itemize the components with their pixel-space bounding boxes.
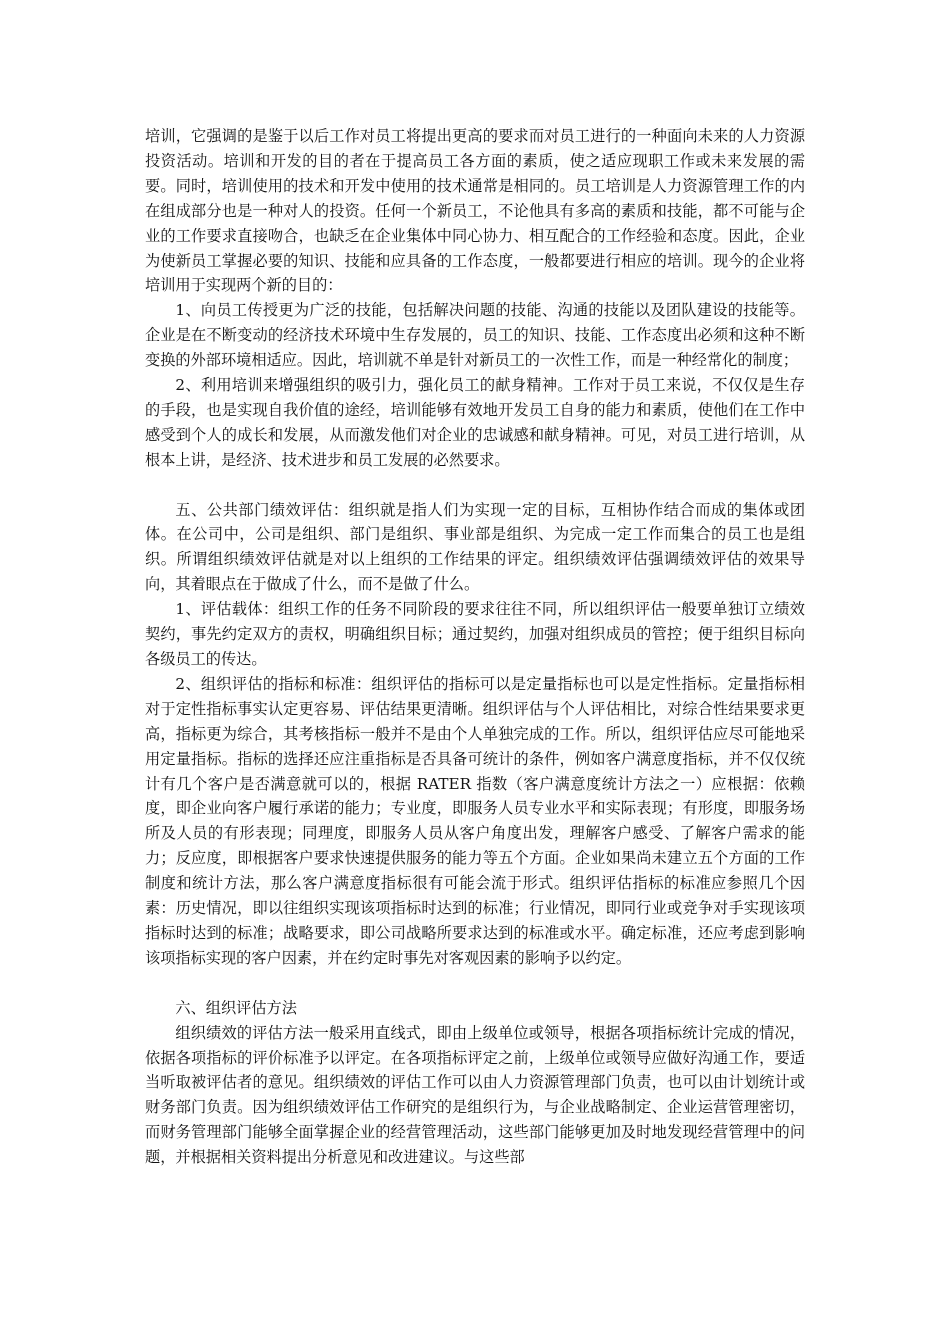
paragraph-training-goal-2: 2、利用培训来增强组织的吸引力，强化员工的献身精神。工作对于员工来说，不仅仅是生存的手段，也是实现自我价值的途经，培训能够有效地开发员工自身的能力和素质，使他们在工作中感受到个人的成长和发展，从而激发他们对企业的忠诚感和献身精神。可见，对员工进行培训，从根本上讲，是经济、技术进步和员工发展的必然要求。 [145,376,805,469]
paragraph-spacer [145,971,805,996]
section-heading-6: 六、组织评估方法 [175,998,297,1017]
paragraph-training-goal-1: 1、向员工传授更为广泛的技能，包括解决问题的技能、沟通的技能以及团队建设的技能等。企业是在不断变动的经济技术环境中生存发展的，员工的知识、技能、工作态度出必须和这种不断变换的外部环境相适应。因此，培训就不单是针对新员工的一次性工作，而是一种经常化的制度； [145,301,805,370]
paragraph-evaluation-carrier: 1、评估载体：组织工作的任务不同阶段的要求往往不同，所以组织评估一般要单独订立绩效契约，事先约定双方的责权，明确组织目标；通过契约，加强对组织成员的管控；便于组织目标向各级员工的传达。 [145,600,805,669]
document-body [145,124,805,1170]
paragraph-evaluation-indicators: 2、组织评估的指标和标准：组织评估的指标可以是定量指标也可以是定性指标。定量指标相对于定性指标事实认定更容易、评估结果更清晰。组织评估与个人评估相比，对综合性结果要求更高，指标更为综合，其考核指标一般并不是由个人单独完成的工作。所以，组织评估应尽可能地采用定量指标。指标的选择还应注重指标是否具备可统计的条件，例如客户满意度指标，并不仅仅统计有几个客户是否满意就可以的，根据 RATER 指数（客户满意度统计方法之一）应根据：依赖度，即企业向客户履行承诺的能力；专业度，即服务人员专业水平和实际表现；有形度，即服务场所及人员的有形表现；同理度，即服务人员从客户角度出发，理解客户感受、了解客户需求的能力；反应度，即根据客户要求快速提供服务的能力等五个方面。企业如果尚未建立五个方面的工作制度和统计方法，那么客户满意度指标很有可能会流于形式。组织评估指标的标准应参照几个因素：历史情况，即以往组织实现该项指标时达到的标准；行业情况，即同行业或竞争对手实现该项指标时达到的标准；战略要求，即公司战略所要求达到的标准或水平。确定标准，还应考虑到影响该项指标实现的客户因素，并在约定时事先对客观因素的影响予以约定。 [145,674,805,967]
paragraph-evaluation-method: 组织绩效的评估方法一般采用直线式，即由上级单位或领导，根据各项指标统计完成的情况，依据各项指标的评价标准予以评定。在各项指标评定之前，上级单位或领导应做好沟通工作，要适当听取被评估者的意见。组织绩效的评估工作可以由人力资源管理部门负责，也可以由计划统计或财务部门负责。因为组织绩效评估工作研究的是组织行为，与企业战略制定、企业运营管理密切，而财务管理部门能够全面掌握企业的经营管理活动，这些部门能够更加及时地发现经营管理中的问题，并根据相关资料提出分析意见和改进建议。与这些部 [145,1023,805,1167]
paragraph-training-intro: 培训，它强调的是鉴于以后工作对员工将提出更高的要求而对员工进行的一种面向未来的人力资源投资活动。培训和开发的目的者在于提高员工各方面的素质，使之适应现职工作或未来发展的需要。同时，培训使用的技术和开发中使用的技术通常是相同的。员工培训是人力资源管理工作的内在组成部分也是一种对人的投资。任何一个新员工，不论他具有多高的素质和技能，都不可能与企业的工作要求直接吻合，也缺乏在企业集体中同心协力、相互配合的工作经验和态度。因此，企业为使新员工掌握必要的知识、技能和应具备的工作态度，一般都要进行相应的培训。现今的企业将培训用于实现两个新的目的： [145,127,805,295]
paragraph-section-5: 五、公共部门绩效评估：组织就是指人们为实现一定的目标，互相协作结合而成的集体或团体。在公司中，公司是组织、部门是组织、事业部是组织、为完成一定工作而集合的员工也是组织。所谓组织绩效评估就是对以上组织的工作结果的评定。组织绩效评估强调绩效评估的效果导向，其着眼点在于做成了什么，而不是做了什么。 [145,500,805,594]
paragraph-spacer [145,473,805,498]
